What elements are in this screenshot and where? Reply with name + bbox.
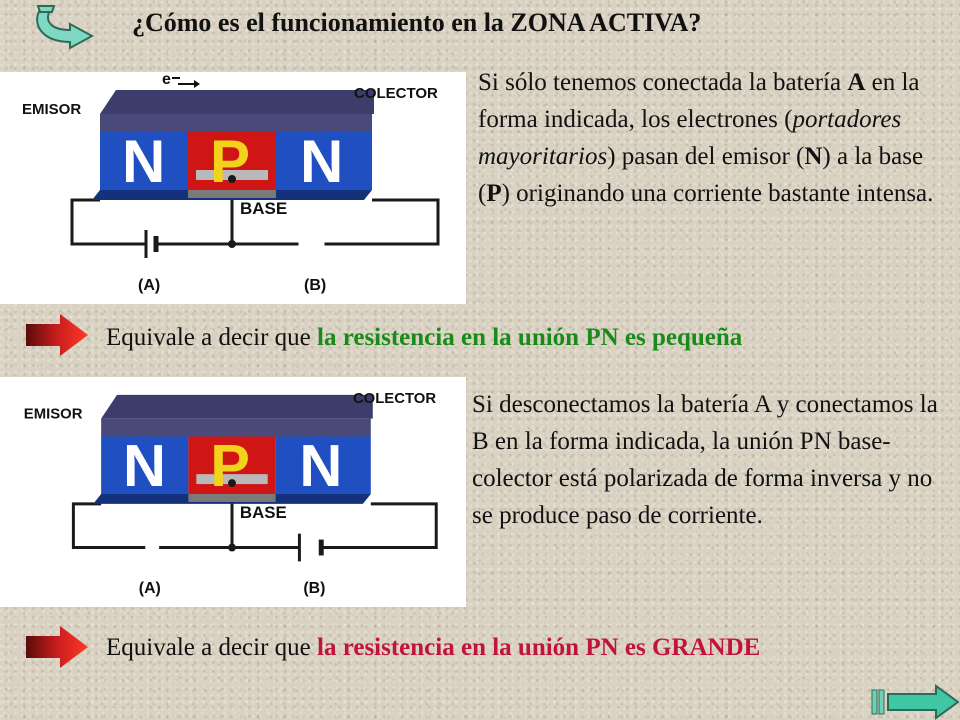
back-arrow-icon[interactable]	[30, 2, 100, 50]
conclusion-prefix: Equivale a decir que	[106, 324, 318, 351]
red-arrow-bullet-icon	[24, 312, 90, 358]
n-emitter-letter: N	[122, 128, 166, 195]
battery-b-symbol	[299, 534, 321, 562]
next-slide-arrow-icon[interactable]	[870, 684, 960, 720]
text-segment: ) a la base (	[478, 143, 924, 207]
text-bold-p: P	[486, 180, 502, 207]
battery-a-symbol	[147, 534, 157, 562]
p-base-letter: P	[210, 432, 250, 500]
colector-label: COLECTOR	[354, 85, 438, 102]
n-collector-letter: N	[299, 432, 343, 500]
explanation-battery-b: Si desconectamos la batería A y conectamos la B en la forma indicada, la unión PN base-colector está polarizada de forma inversa y no se produce paso de corriente.	[472, 391, 938, 529]
battery-a-label: (A)	[138, 277, 161, 294]
emisor-label: EMISOR	[22, 101, 82, 118]
text-segment: ) pasan del emisor (	[607, 143, 805, 170]
red-arrow-bullet-icon	[24, 624, 90, 670]
p-base-letter: P	[210, 128, 251, 195]
conclusion-small-resistance	[106, 324, 742, 352]
battery-b-label: (B)	[304, 277, 327, 294]
base-label: BASE	[240, 199, 288, 218]
colector-label: COLECTOR	[352, 390, 437, 407]
conclusion-prefix: Equivale a decir que	[106, 634, 318, 661]
text-bold-a: A	[847, 69, 866, 96]
battery-b-symbol	[300, 230, 322, 258]
battery-a-symbol	[146, 230, 156, 258]
battery-b-label: (B)	[303, 580, 326, 598]
electron-label: e	[162, 72, 171, 88]
n-collector-letter: N	[300, 128, 344, 195]
page-title: ¿Cómo es el funcionamiento en la ZONA ACTIVA?	[132, 8, 702, 37]
electron-flow-indicator	[162, 72, 200, 88]
base-label: BASE	[239, 502, 287, 522]
text-segment: Si sólo tenemos conectada la batería	[478, 69, 848, 96]
conclusion-highlight: la resistencia en la unión PN es GRANDE	[317, 634, 761, 661]
npn-diagram-battery-a	[0, 72, 466, 304]
text-segment: en la forma indicada, los electrones (	[478, 69, 920, 133]
text-bold-n: N	[804, 143, 823, 170]
conclusion-highlight: la resistencia en la unión PN es pequeña	[317, 324, 743, 351]
text-segment: ) originando una corriente bastante intensa.	[501, 180, 934, 207]
conclusion-large-resistance	[106, 634, 760, 662]
explanation-battery-a	[478, 64, 956, 212]
text-italic-carriers: portadores mayoritarios	[478, 106, 902, 170]
emisor-label: EMISOR	[23, 406, 83, 423]
battery-a-label: (A)	[138, 580, 161, 598]
n-emitter-letter: N	[122, 432, 166, 500]
npn-diagram-battery-b: EMISOR COLECTOR BASE N P N (A) (B) e	[0, 377, 466, 607]
